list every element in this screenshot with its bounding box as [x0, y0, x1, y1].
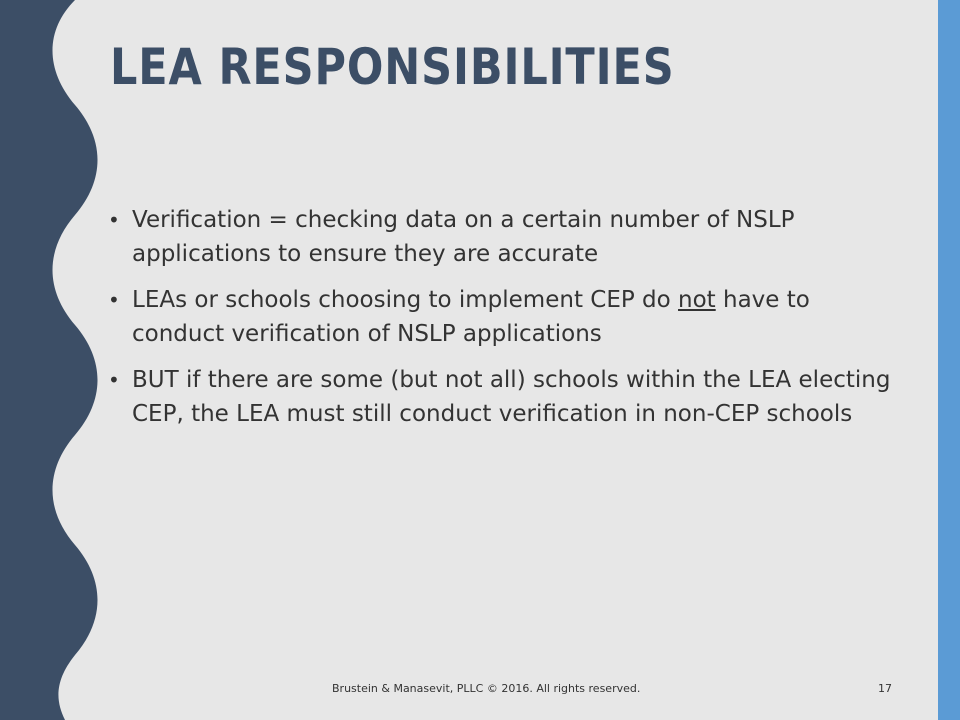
bullet-item — [108, 363, 898, 431]
bullet-icon: • — [108, 368, 120, 392]
bullet-icon: • — [108, 288, 120, 312]
bullet-emphasis: not — [678, 287, 716, 313]
bullet-text: Verification = checking data on a certain number of NSLP applications to ensure they are accurate — [132, 207, 795, 267]
page-number: 17 — [878, 682, 892, 695]
bullet-text-after: have to conduct verification of NSLP applications — [132, 287, 810, 347]
bullet-list — [108, 203, 898, 443]
footer-copyright: Brustein & Manasevit, PLLC © 2016. All rights reserved. — [332, 682, 641, 695]
bullet-icon: • — [108, 208, 120, 232]
slide-title: LEA RESPONSIBILITIES — [110, 38, 675, 96]
bullet-text-before: LEAs or schools choosing to implement CEP do — [132, 287, 679, 313]
accent-blue-bar — [938, 0, 960, 720]
bullet-item — [108, 283, 898, 351]
bullet-item — [108, 203, 898, 271]
bullet-text: BUT if there are some (but not all) schools within the LEA electing CEP, the LEA must still conduct verification in non-CEP schools — [132, 367, 891, 427]
